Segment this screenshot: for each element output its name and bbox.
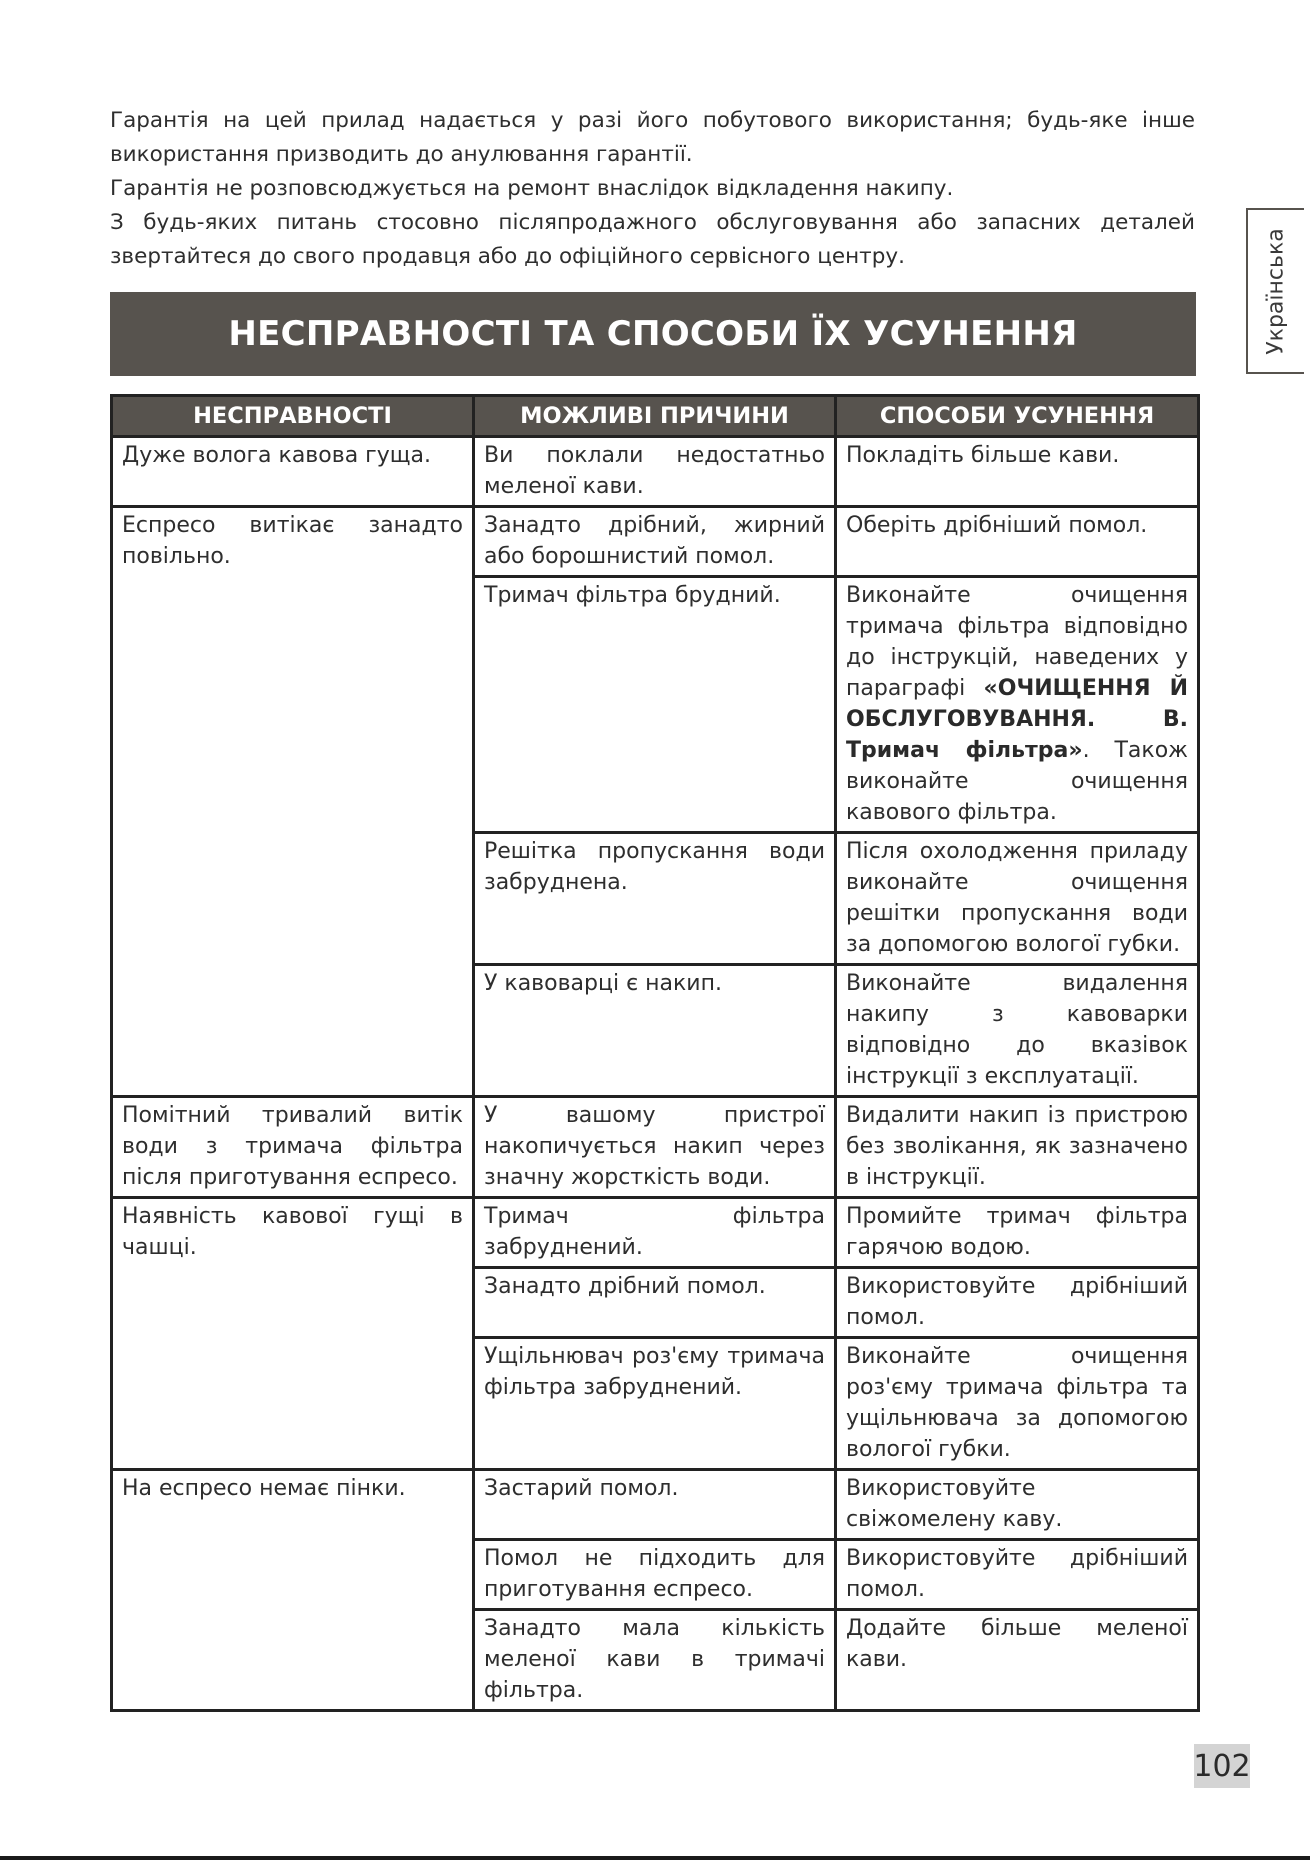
header-solutions: СПОСОБИ УСУНЕННЯ xyxy=(836,396,1199,437)
problem-cell: Помітний тривалий витік води з тримача фільтра після приготування еспресо. xyxy=(112,1097,474,1198)
warranty-paragraph-1: Гарантія на цей прилад надається у разі його побутового використання; будь-яке інше використання призводить до анулювання гарантії. xyxy=(110,108,1195,167)
solution-cell: Використовуйте свіжомелену каву. xyxy=(836,1470,1199,1540)
section-title-banner xyxy=(110,292,1196,376)
cause-cell: Ви поклали недостатньо меленої кави. xyxy=(474,437,836,507)
warranty-paragraph-2: Гарантія не розповсюджується на ремонт внаслідок відкладення накипу. xyxy=(110,176,954,201)
language-label: Українська xyxy=(1263,227,1289,355)
bottom-divider xyxy=(0,1856,1310,1860)
cause-cell: Тримач фільтра забруднений. xyxy=(474,1198,836,1268)
problem-cell: На еспресо немає пінки. xyxy=(112,1470,474,1711)
cause-cell: Решітка пропускання води забруднена. xyxy=(474,833,836,965)
cause-cell: Тримач фільтра брудний. xyxy=(474,577,836,833)
solution-text: Виконайте очищення тримача фільтра відповідно до інструкцій, наведених у параграфі xyxy=(846,583,1188,701)
cause-cell: Помол не підходить для приготування еспресо. xyxy=(474,1540,836,1610)
warranty-paragraph-3: З будь-яких питань стосовно післяпродажного обслуговування або запасних деталей звертайтеся до свого продавця або до офіційного сервісного центру. xyxy=(110,210,1195,269)
table-row xyxy=(112,437,1199,507)
table-row xyxy=(112,1470,1199,1540)
cause-cell: У кавоварці є накип. xyxy=(474,965,836,1097)
solution-cell: Виконайте очищення роз'єму тримача фільтра та ущільнювача за допомогою вологої губки. xyxy=(836,1338,1199,1470)
solution-cell xyxy=(836,577,1199,833)
solution-cell: Видалити накип із пристрою без зволікання, як зазначено в інструкції. xyxy=(836,1097,1199,1198)
solution-cell: Покладіть більше кави. xyxy=(836,437,1199,507)
solution-cell: Промийте тримач фільтра гарячою водою. xyxy=(836,1198,1199,1268)
solution-cell: Після охолодження приладу виконайте очищення решітки пропускання води за допомогою вологої губки. xyxy=(836,833,1199,965)
cause-cell: Застарий помол. xyxy=(474,1470,836,1540)
cause-cell: Занадто дрібний, жирний або борошнистий помол. xyxy=(474,507,836,577)
language-side-tab xyxy=(1246,208,1304,374)
cause-cell: У вашому пристрої накопичується накип через значну жорсткість води. xyxy=(474,1097,836,1198)
section-reference: «ОЧИЩЕННЯ Й ОБСЛУГОВУВАННЯ. B. Тримач фільтра» xyxy=(846,676,1188,763)
solution-cell: Використовуйте дрібніший помол. xyxy=(836,1268,1199,1338)
solution-cell: Додайте більше меленої кави. xyxy=(836,1610,1199,1711)
cause-cell: Ущільнювач роз'єму тримача фільтра забруднений. xyxy=(474,1338,836,1470)
solution-cell: Оберіть дрібніший помол. xyxy=(836,507,1199,577)
table-row xyxy=(112,1198,1199,1268)
section-title: НЕСПРАВНОСТІ ТА СПОСОБИ ЇХ УСУНЕННЯ xyxy=(228,314,1078,354)
table-header-row xyxy=(112,396,1199,437)
table-row xyxy=(112,507,1199,577)
problem-cell: Наявність кавової гущі в чашці. xyxy=(112,1198,474,1470)
cause-cell: Занадто дрібний помол. xyxy=(474,1268,836,1338)
troubleshooting-table xyxy=(110,394,1200,1712)
solution-cell: Використовуйте дрібніший помол. xyxy=(836,1540,1199,1610)
table-row xyxy=(112,1097,1199,1198)
solution-text: . Також виконайте очищення кавового фільтра. xyxy=(846,738,1188,825)
header-causes: МОЖЛИВІ ПРИЧИНИ xyxy=(474,396,836,437)
cause-cell: Занадто мала кількість меленої кави в тримачі фільтра. xyxy=(474,1610,836,1711)
warranty-text xyxy=(110,104,1195,274)
header-problems: НЕСПРАВНОСТІ xyxy=(112,396,474,437)
solution-cell: Виконайте видалення накипу з кавоварки відповідно до вказівок інструкції з експлуатації. xyxy=(836,965,1199,1097)
page-number: 102 xyxy=(1194,1744,1250,1788)
problem-cell: Дуже волога кавова гуща. xyxy=(112,437,474,507)
problem-cell: Еспресо витікає занадто повільно. xyxy=(112,507,474,1097)
